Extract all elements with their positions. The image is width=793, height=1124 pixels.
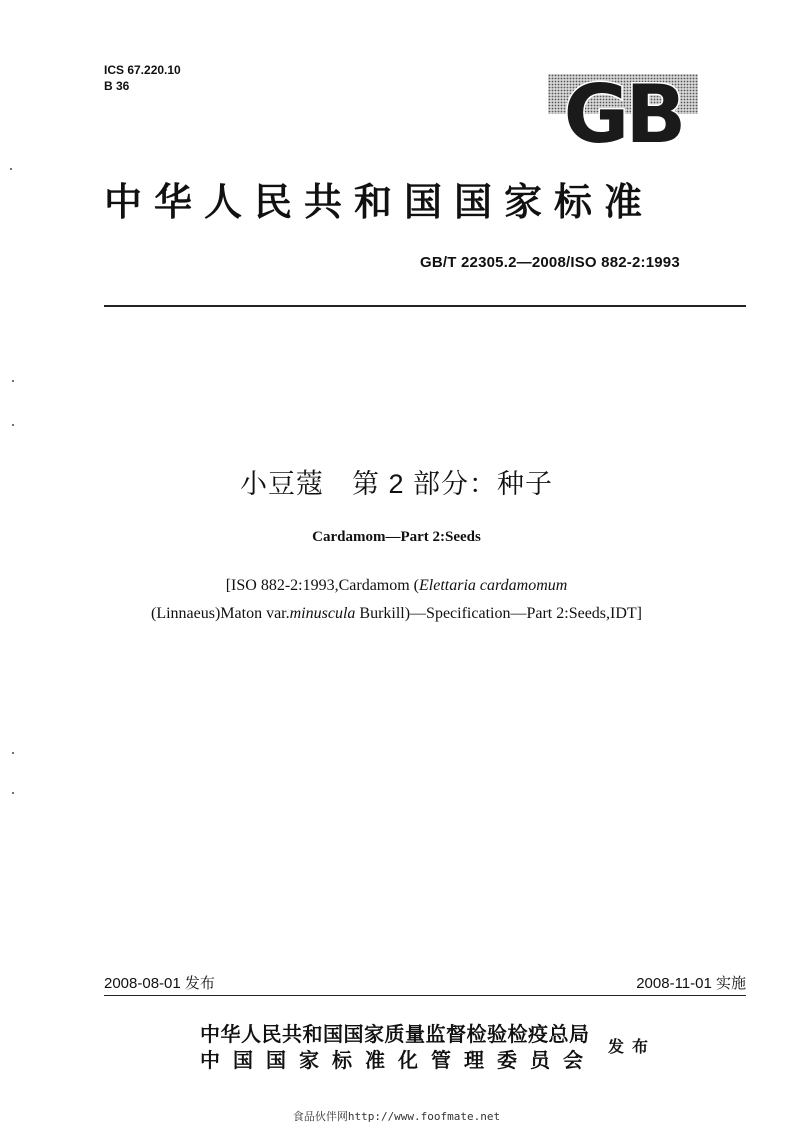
header-divider — [104, 305, 746, 307]
scan-speck — [12, 380, 14, 382]
gb-logo-text: GB — [563, 74, 683, 150]
gb-logo — [548, 74, 698, 150]
english-title: Cardamom—Part 2:Seeds — [312, 529, 481, 545]
iso-line2-variety: minuscula — [289, 605, 356, 622]
footer-divider — [104, 995, 746, 996]
ccs-code: B 36 — [104, 79, 130, 93]
source-watermark: 食品伙伴网http://www.foofmate.net — [292, 1110, 501, 1123]
chinese-title: 小豆蔻 第 2 部分：种子 — [239, 469, 554, 499]
iso-line1-text: [ISO 882-2:1993,Cardamom ( — [225, 577, 420, 594]
iso-line2-suffix: Burkill)—Specification—Part 2:Seeds,IDT] — [355, 605, 642, 622]
standard-number: GB/T 22305.2—2008/ISO 882-2:1993 — [420, 254, 680, 271]
implementation-date: 2008-11-01 实施 — [636, 975, 746, 992]
iso-equivalence-line-2 — [0, 605, 793, 623]
iso-line2-text: (Linnaeus)Maton var. — [150, 605, 290, 622]
issue-date: 2008-08-01 发布 — [104, 975, 215, 992]
publisher-sac: 中国国家标准化管理委员会 — [200, 1048, 596, 1072]
iso-equivalence-line-1 — [0, 577, 793, 595]
publish-action: 发布 — [608, 1037, 657, 1056]
scan-speck — [12, 752, 14, 754]
scan-speck — [10, 168, 12, 170]
scan-speck — [12, 792, 14, 794]
national-standard-title: 中华人民共和国国家标准 — [104, 179, 655, 224]
ics-code: ICS 67.220.10 — [104, 63, 181, 77]
classification-codes — [104, 62, 181, 94]
scan-speck — [12, 424, 14, 426]
iso-line1-species: Elettaria cardamomum — [419, 577, 568, 594]
publisher-aqsiq: 中华人民共和国国家质量监督检验检疫总局 — [200, 1022, 590, 1046]
